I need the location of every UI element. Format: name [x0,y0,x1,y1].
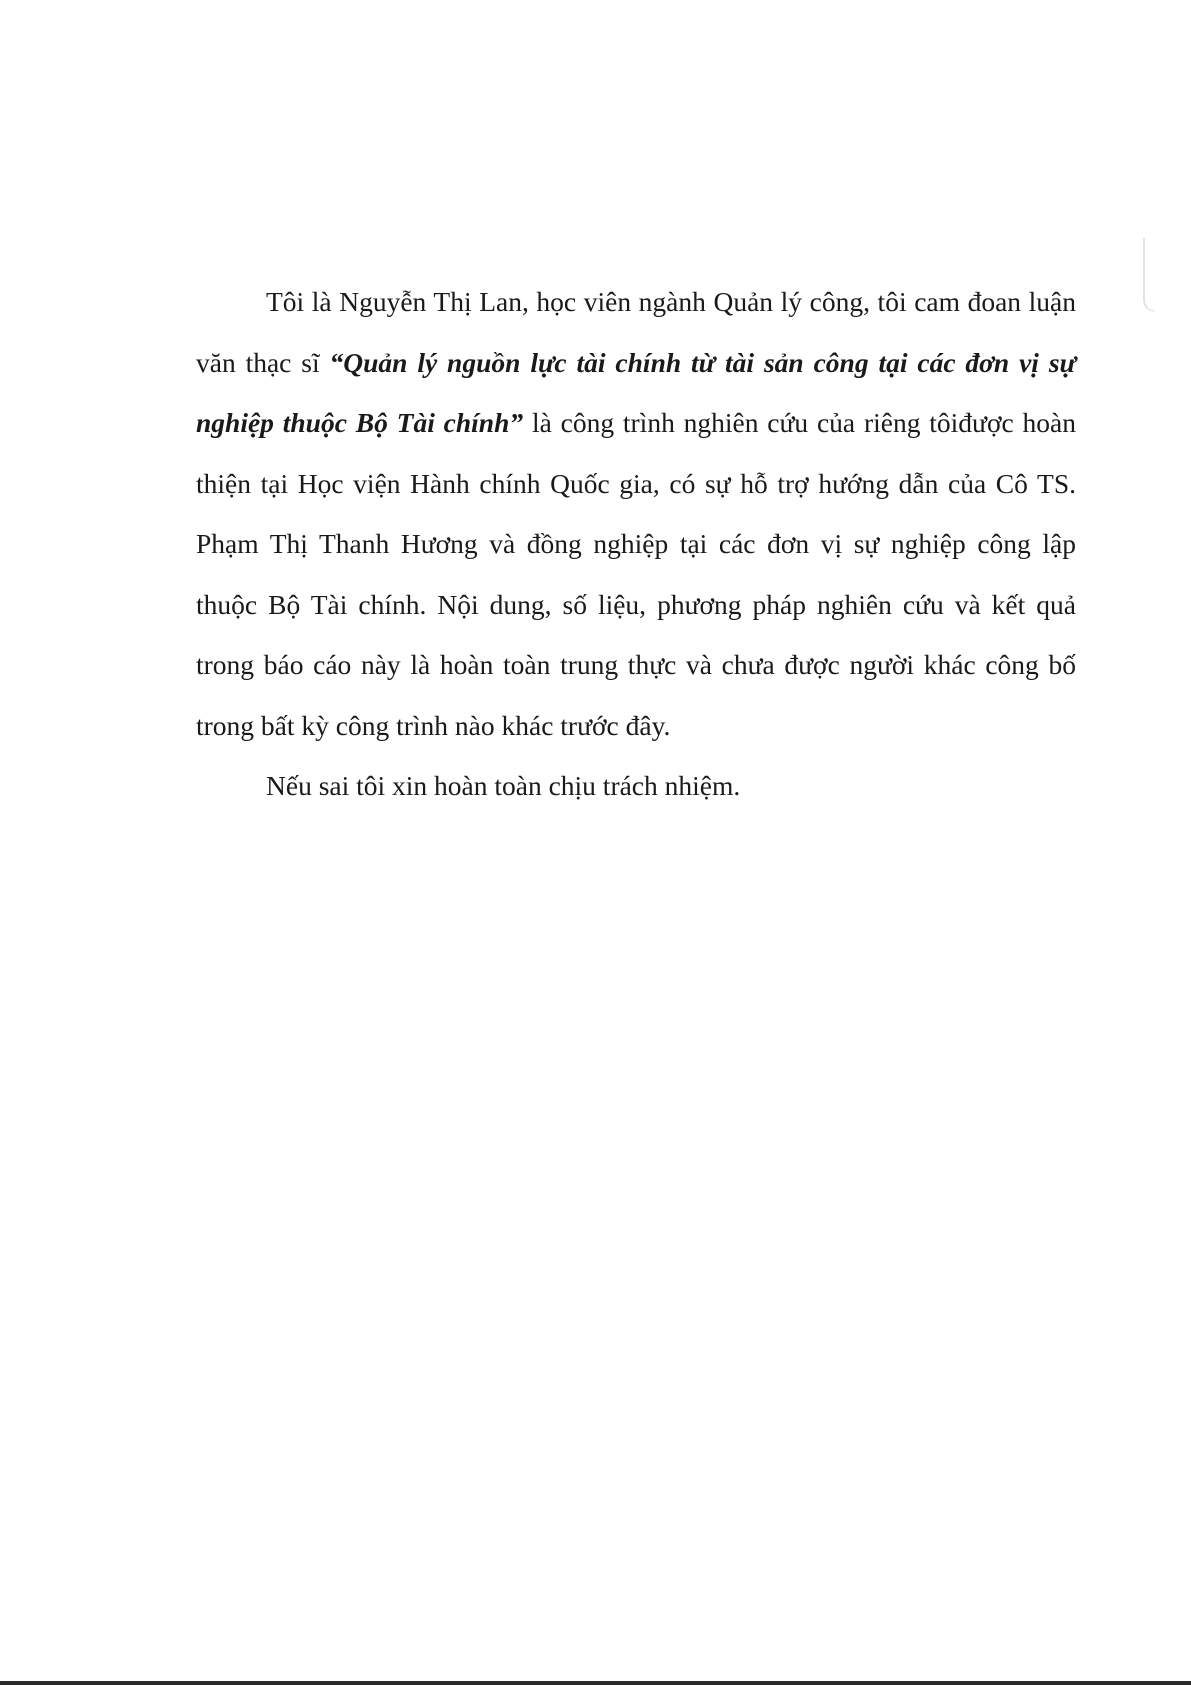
thesis-title: “Quản lý nguồn lực tài chính từ tài sản công tại các đơn vị sự nghiệp thuộc Bộ Tài chính” [196,346,1076,438]
page-edge-mark [1143,238,1155,312]
declaration-body [196,272,1076,817]
declaration-paragraph [196,272,1076,756]
bottom-border [0,1681,1191,1685]
paragraph-text-end: là công trình nghiên cứu của riêng tôiđược hoàn thiện tại Học viện Hành chính Quốc gia, có sự hỗ trợ hướng dẫn của Cô TS. Phạm Thị Thanh Hương và đồng nghiệp tại các đơn vị sự nghiệp công lập thuộc Bộ Tài chính. Nội dung, số liệu, phương pháp nghiên cứu và kết quả trong báo cáo này là hoàn toàn trung thực và chưa được người khác công bố trong bất kỳ công trình nào khác trước đây. [196,407,1076,741]
responsibility-paragraph: Nếu sai tôi xin hoàn toàn chịu trách nhiệm. [266,770,741,801]
paragraph-text-start: Tôi là Nguyễn Thị Lan, học viên ngành Quản lý công, tôi cam đoan luận văn thạc sĩ [196,286,1076,378]
